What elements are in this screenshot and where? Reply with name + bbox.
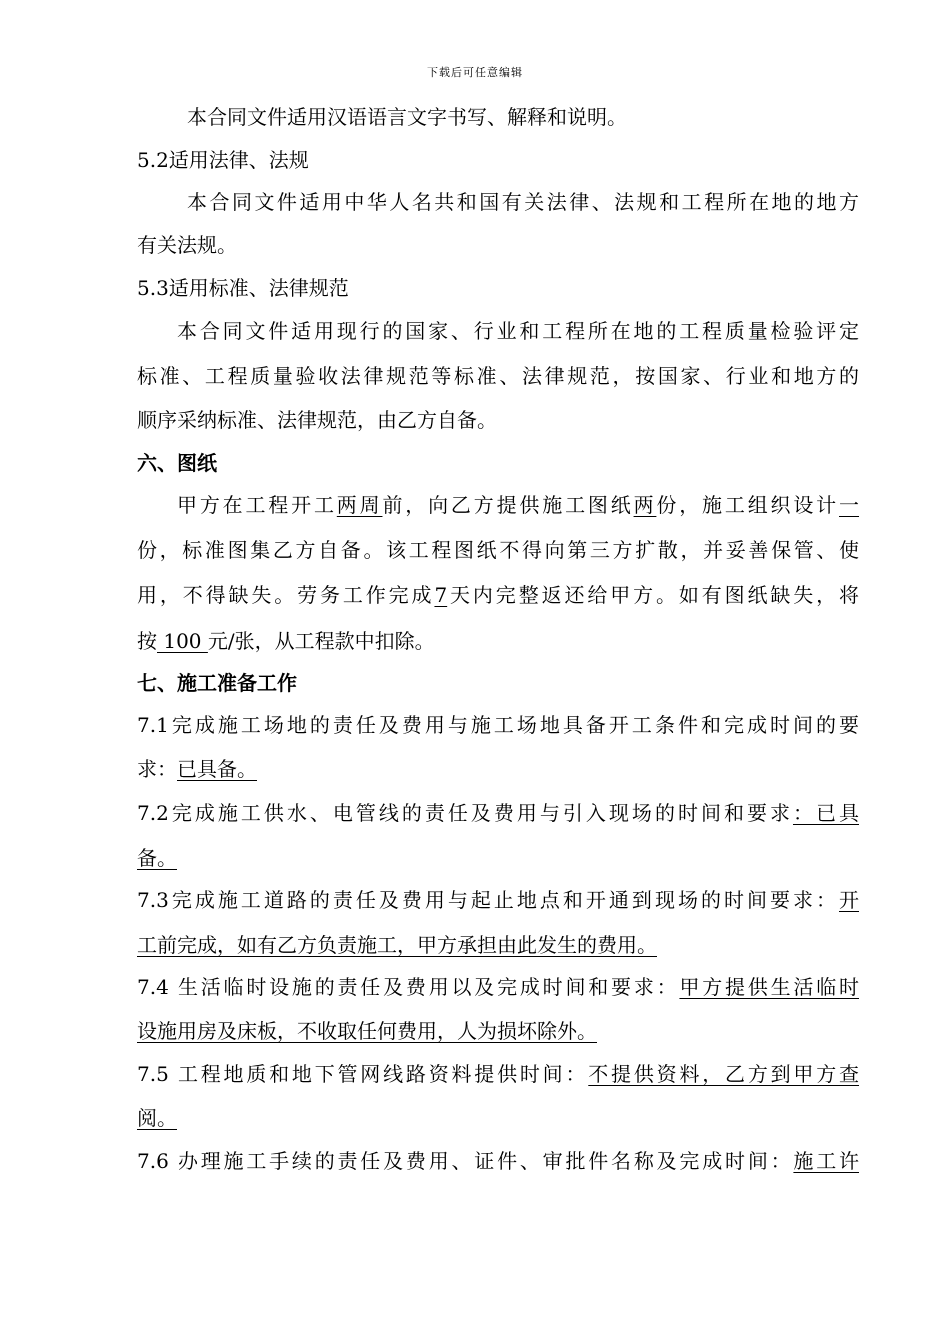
item-text: 7.2完成施工供水、电管线的责任及费用与引入现场的时间和要求 xyxy=(137,801,793,825)
drawings-text: 元/张，从工程款中扣除。 xyxy=(207,629,435,653)
item-7-5-line2: 阅。 xyxy=(137,1106,177,1130)
section-5-3-heading: 5.3适用标准、法律规范 xyxy=(137,276,349,300)
item-7-2-line2: 备。 xyxy=(137,846,177,870)
item-text: 7.6 办理施工手续的责任及费用、证件、审批件名称及完成时间： xyxy=(137,1149,794,1173)
item-7-5-answer: 不提供资料，乙方到甲方查 xyxy=(588,1062,860,1086)
drawings-text: 天内完整返还给甲方。如有图纸缺失，将 xyxy=(447,583,860,607)
paragraph-drawings-line3 xyxy=(137,580,859,610)
item-7-6-line1 xyxy=(137,1146,859,1176)
paragraph-drawings-line4 xyxy=(137,626,435,656)
item-text: 7.5 工程地质和地下管网线路资料提供时间： xyxy=(137,1062,589,1086)
section-7-heading: 七、施工准备工作 xyxy=(137,671,297,695)
item-7-6-answer: 施工许 xyxy=(793,1149,859,1173)
paragraph-laws-line2: 有关法规。 xyxy=(137,233,237,257)
item-7-1-line2 xyxy=(137,754,257,784)
paragraph-standards-line2: 标准、工程质量验收法律规范等标准、法律规范，按国家、行业和地方的 xyxy=(137,364,859,388)
item-7-1-line1: 7.1完成施工场地的责任及费用与施工场地具备开工条件和完成时间的要 xyxy=(137,713,859,737)
item-text: 7.3完成施工道路的责任及费用与起止地点和开通到现场的时间要求： xyxy=(137,888,839,912)
paragraph-laws-line1: 本合同文件适用中华人名共和国有关法律、法规和工程所在地的地方 xyxy=(187,190,859,214)
section-6-heading: 六、图纸 xyxy=(137,451,217,475)
drawings-text: 份，施工组织设计 xyxy=(656,493,840,517)
paragraph-language: 本合同文件适用汉语语言文字书写、解释和说明。 xyxy=(187,105,627,129)
section-5-2-heading: 5.2适用法律、法规 xyxy=(137,148,309,172)
return-days-value: 7 xyxy=(434,583,448,607)
paragraph-standards-line3: 顺序采纳标准、法律规范，由乙方自备。 xyxy=(137,408,497,432)
item-text: 求： xyxy=(137,757,177,781)
drawings-timing-value: 两周 xyxy=(336,493,383,517)
item-7-1-answer: 已具备。 xyxy=(177,757,257,781)
item-text: 7.4 生活临时设施的责任及费用以及完成时间和要求： xyxy=(137,975,680,999)
drawings-text: 前，向乙方提供施工图纸 xyxy=(382,493,634,517)
item-7-4-answer: 甲方提供生活临时 xyxy=(679,975,859,999)
item-7-5-line1 xyxy=(137,1059,859,1089)
item-7-3-answer: 开 xyxy=(839,888,859,912)
drawings-text: 用，不得缺失。劳务工作完成 xyxy=(137,583,435,607)
item-7-3-line2: 工前完成，如有乙方负责施工，甲方承担由此发生的费用。 xyxy=(137,933,657,957)
penalty-amount-value: 100 xyxy=(157,629,208,653)
item-7-4-line1 xyxy=(137,972,859,1002)
drawings-copies-value: 两 xyxy=(633,493,657,517)
item-7-2-answer: ：已具 xyxy=(792,801,859,825)
download-watermark-header: 下载后可任意编辑 xyxy=(427,66,523,79)
paragraph-drawings-line2: 份，标准图集乙方自备。该工程图纸不得向第三方扩散，并妥善保管、使 xyxy=(137,538,859,562)
drawings-text: 甲方在工程开工 xyxy=(177,493,337,517)
paragraph-standards-line1: 本合同文件适用现行的国家、行业和工程所在地的工程质量检验评定 xyxy=(177,319,859,343)
item-7-4-line2: 设施用房及床板，不收取任何费用，人为损坏除外。 xyxy=(137,1019,597,1043)
design-copies-value: 一 xyxy=(839,493,860,517)
item-7-2-line1 xyxy=(137,798,859,828)
paragraph-drawings-line1 xyxy=(177,490,859,520)
drawings-text: 按 xyxy=(137,629,157,653)
item-7-3-line1 xyxy=(137,885,859,915)
